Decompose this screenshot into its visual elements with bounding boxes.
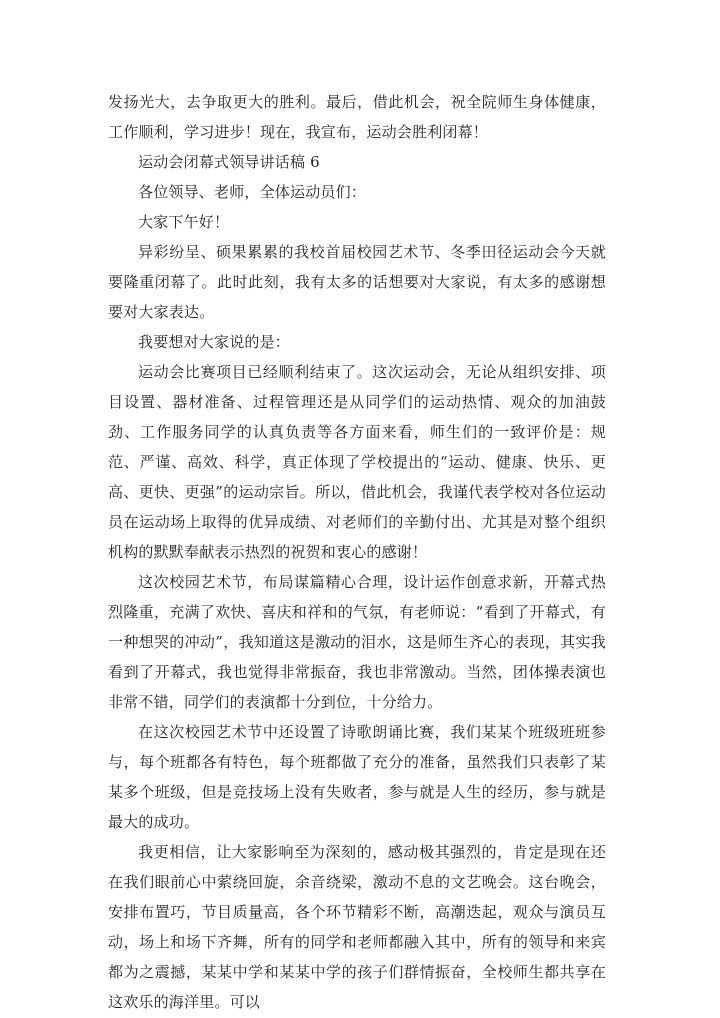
document-page <box>108 87 606 1017</box>
paragraph-poetry-contest: 在这次校园艺术节中还设置了诗歌朗诵比赛，我们某某个班级班班参与，每个班都各有特色，每个班都做了充分的准备，虽然我们只表彰了某某多个班级，但是竞技场上没有失败者，参与就是人生的经历，参与就是最大的成功。 <box>108 723 606 831</box>
paragraph-intro: 我要想对大家说的是： <box>138 333 291 351</box>
salutation: 各位领导、老师，全体运动员们： <box>138 183 367 201</box>
greeting: 大家下午好！ <box>138 213 230 231</box>
paragraph-opening: 异彩纷呈、硕果累累的我校首届校园艺术节、冬季田径运动会今天就要隆重闭幕了。此时此刻，我有太多的话想要对大家说，有太多的感谢想要对大家表达。 <box>108 243 606 321</box>
section-title: 运动会闭幕式领导讲话稿 6 <box>138 153 320 171</box>
paragraph-closing-remarks: 发扬光大，去争取更大的胜利。最后，借此机会，祝全院师生身体健康，工作顺利，学习进步！现在，我宣布，运动会胜利闭幕！ <box>108 93 606 141</box>
paragraph-sports-meet: 运动会比赛项目已经顺利结束了。这次运动会，无论从组织安排、项目设置、器材准备、过程管理还是从同学们的运动热情、观众的加油鼓劲、工作服务同学的认真负责等各方面来看，师生们的一致评价是：规范、严谨、高效、科学，真正体现了学校提出的“运动、健康、快乐、更高、更快、更强”的运动宗旨。所以，借此机会，我谨代表学校对各位运动员在运动场上取得的优异成绩、对老师们的辛勤付出、尤其是对整个组织机构的默默奉献表示热烈的祝贺和衷心的感谢！ <box>108 363 606 561</box>
paragraph-art-festival: 这次校园艺术节，布局谋篇精心合理，设计运作创意求新，开幕式热烈隆重，充满了欢快、喜庆和祥和的气氛，有老师说：“看到了开幕式，有一种想哭的冲动”，我知道这是激动的泪水，这是师生齐心的表现，其实我看到了开幕式，我也觉得非常振奋，我也非常激动。当然，团体操表演也非常不错，同学们的表演都十分到位，十分给力。 <box>108 573 606 711</box>
paragraph-evening-gala: 我更相信，让大家影响至为深刻的，感动极其强烈的，肯定是现在还在我们眼前心中萦绕回旋，余音绕梁，激动不息的文艺晚会。这台晚会，安排布置巧，节目质量高，各个环节精彩不断，高潮迭起，观众与演员互动，场上和场下齐舞，所有的同学和老师都融入其中，所有的领导和来宾都为之震撼，某某中学和某某中学的孩子们群情振奋，全校师生都共享在这欢乐的海洋里。可以 <box>108 843 606 1011</box>
